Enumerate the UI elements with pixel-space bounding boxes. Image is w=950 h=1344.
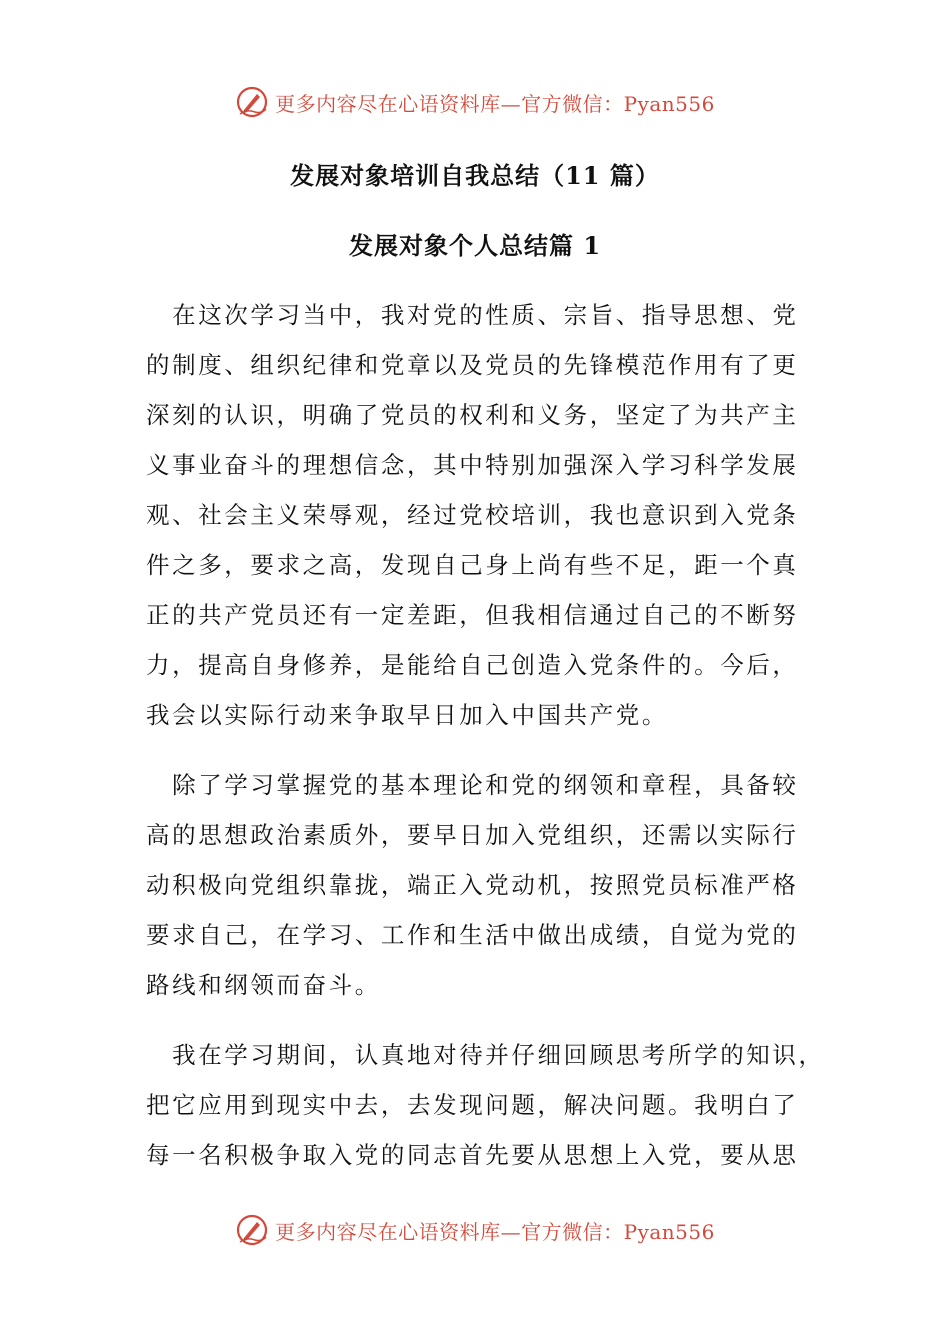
text-line: 观、社会主义荣辱观，经过党校培训，我也意识到入党条	[146, 501, 799, 529]
text-line: 每一名积极争取入党的同志首先要从思想上入党，要从思	[146, 1141, 799, 1169]
text-line: 要求自己，在学习、工作和生活中做出成绩，自觉为党的	[146, 921, 799, 949]
text-line: 力，提高自身修养，是能给自己创造入党条件的。今后，	[146, 651, 799, 679]
text-line: 的制度、组织纪律和党章以及党员的先锋模范作用有了更	[146, 351, 799, 379]
watermark-banner-top	[0, 82, 950, 122]
watermark-banner-bottom	[0, 1210, 950, 1250]
section-title: 发展对象个人总结篇 1	[348, 231, 602, 260]
pen-circle-icon	[235, 1213, 269, 1247]
watermark-text: 更多内容尽在心语资料库—官方微信：Pyan556	[275, 1219, 715, 1244]
text-line: 正的共产党员还有一定差距，但我相信通过自己的不断努	[146, 601, 799, 629]
paragraph-2	[146, 760, 826, 1010]
text-line: 件之多，要求之高，发现自己身上尚有些不足，距一个真	[146, 551, 799, 579]
text-line: 除了学习掌握党的基本理论和党的纲领和章程，具备较	[146, 771, 799, 799]
text-line: 深刻的认识，明确了党员的权利和义务，坚定了为共产主	[146, 401, 799, 429]
watermark-text: 更多内容尽在心语资料库—官方微信：Pyan556	[275, 91, 715, 116]
text-line: 义事业奋斗的理想信念，其中特别加强深入学习科学发展	[146, 451, 799, 479]
text-line: 路线和纲领而奋斗。	[146, 971, 381, 999]
text-line: 我会以实际行动来争取早日加入中国共产党。	[146, 701, 668, 729]
text-line: 在这次学习当中，我对党的性质、宗旨、指导思想、党	[146, 301, 799, 329]
paragraph-3	[146, 1030, 826, 1180]
text-line: 把它应用到现实中去，去发现问题，解决问题。我明白了	[146, 1091, 799, 1119]
pen-circle-icon	[235, 85, 269, 119]
text-line: 我在学习期间，认真地对待并仔细回顾思考所学的知识，	[146, 1041, 825, 1069]
text-line: 高的思想政治素质外，要早日加入党组织，还需以实际行	[146, 821, 799, 849]
document-title: 发展对象培训自我总结（11 篇）	[290, 161, 660, 190]
paragraph-1	[146, 290, 826, 740]
text-line: 动积极向党组织靠拢，端正入党动机，按照党员标准严格	[146, 871, 799, 899]
